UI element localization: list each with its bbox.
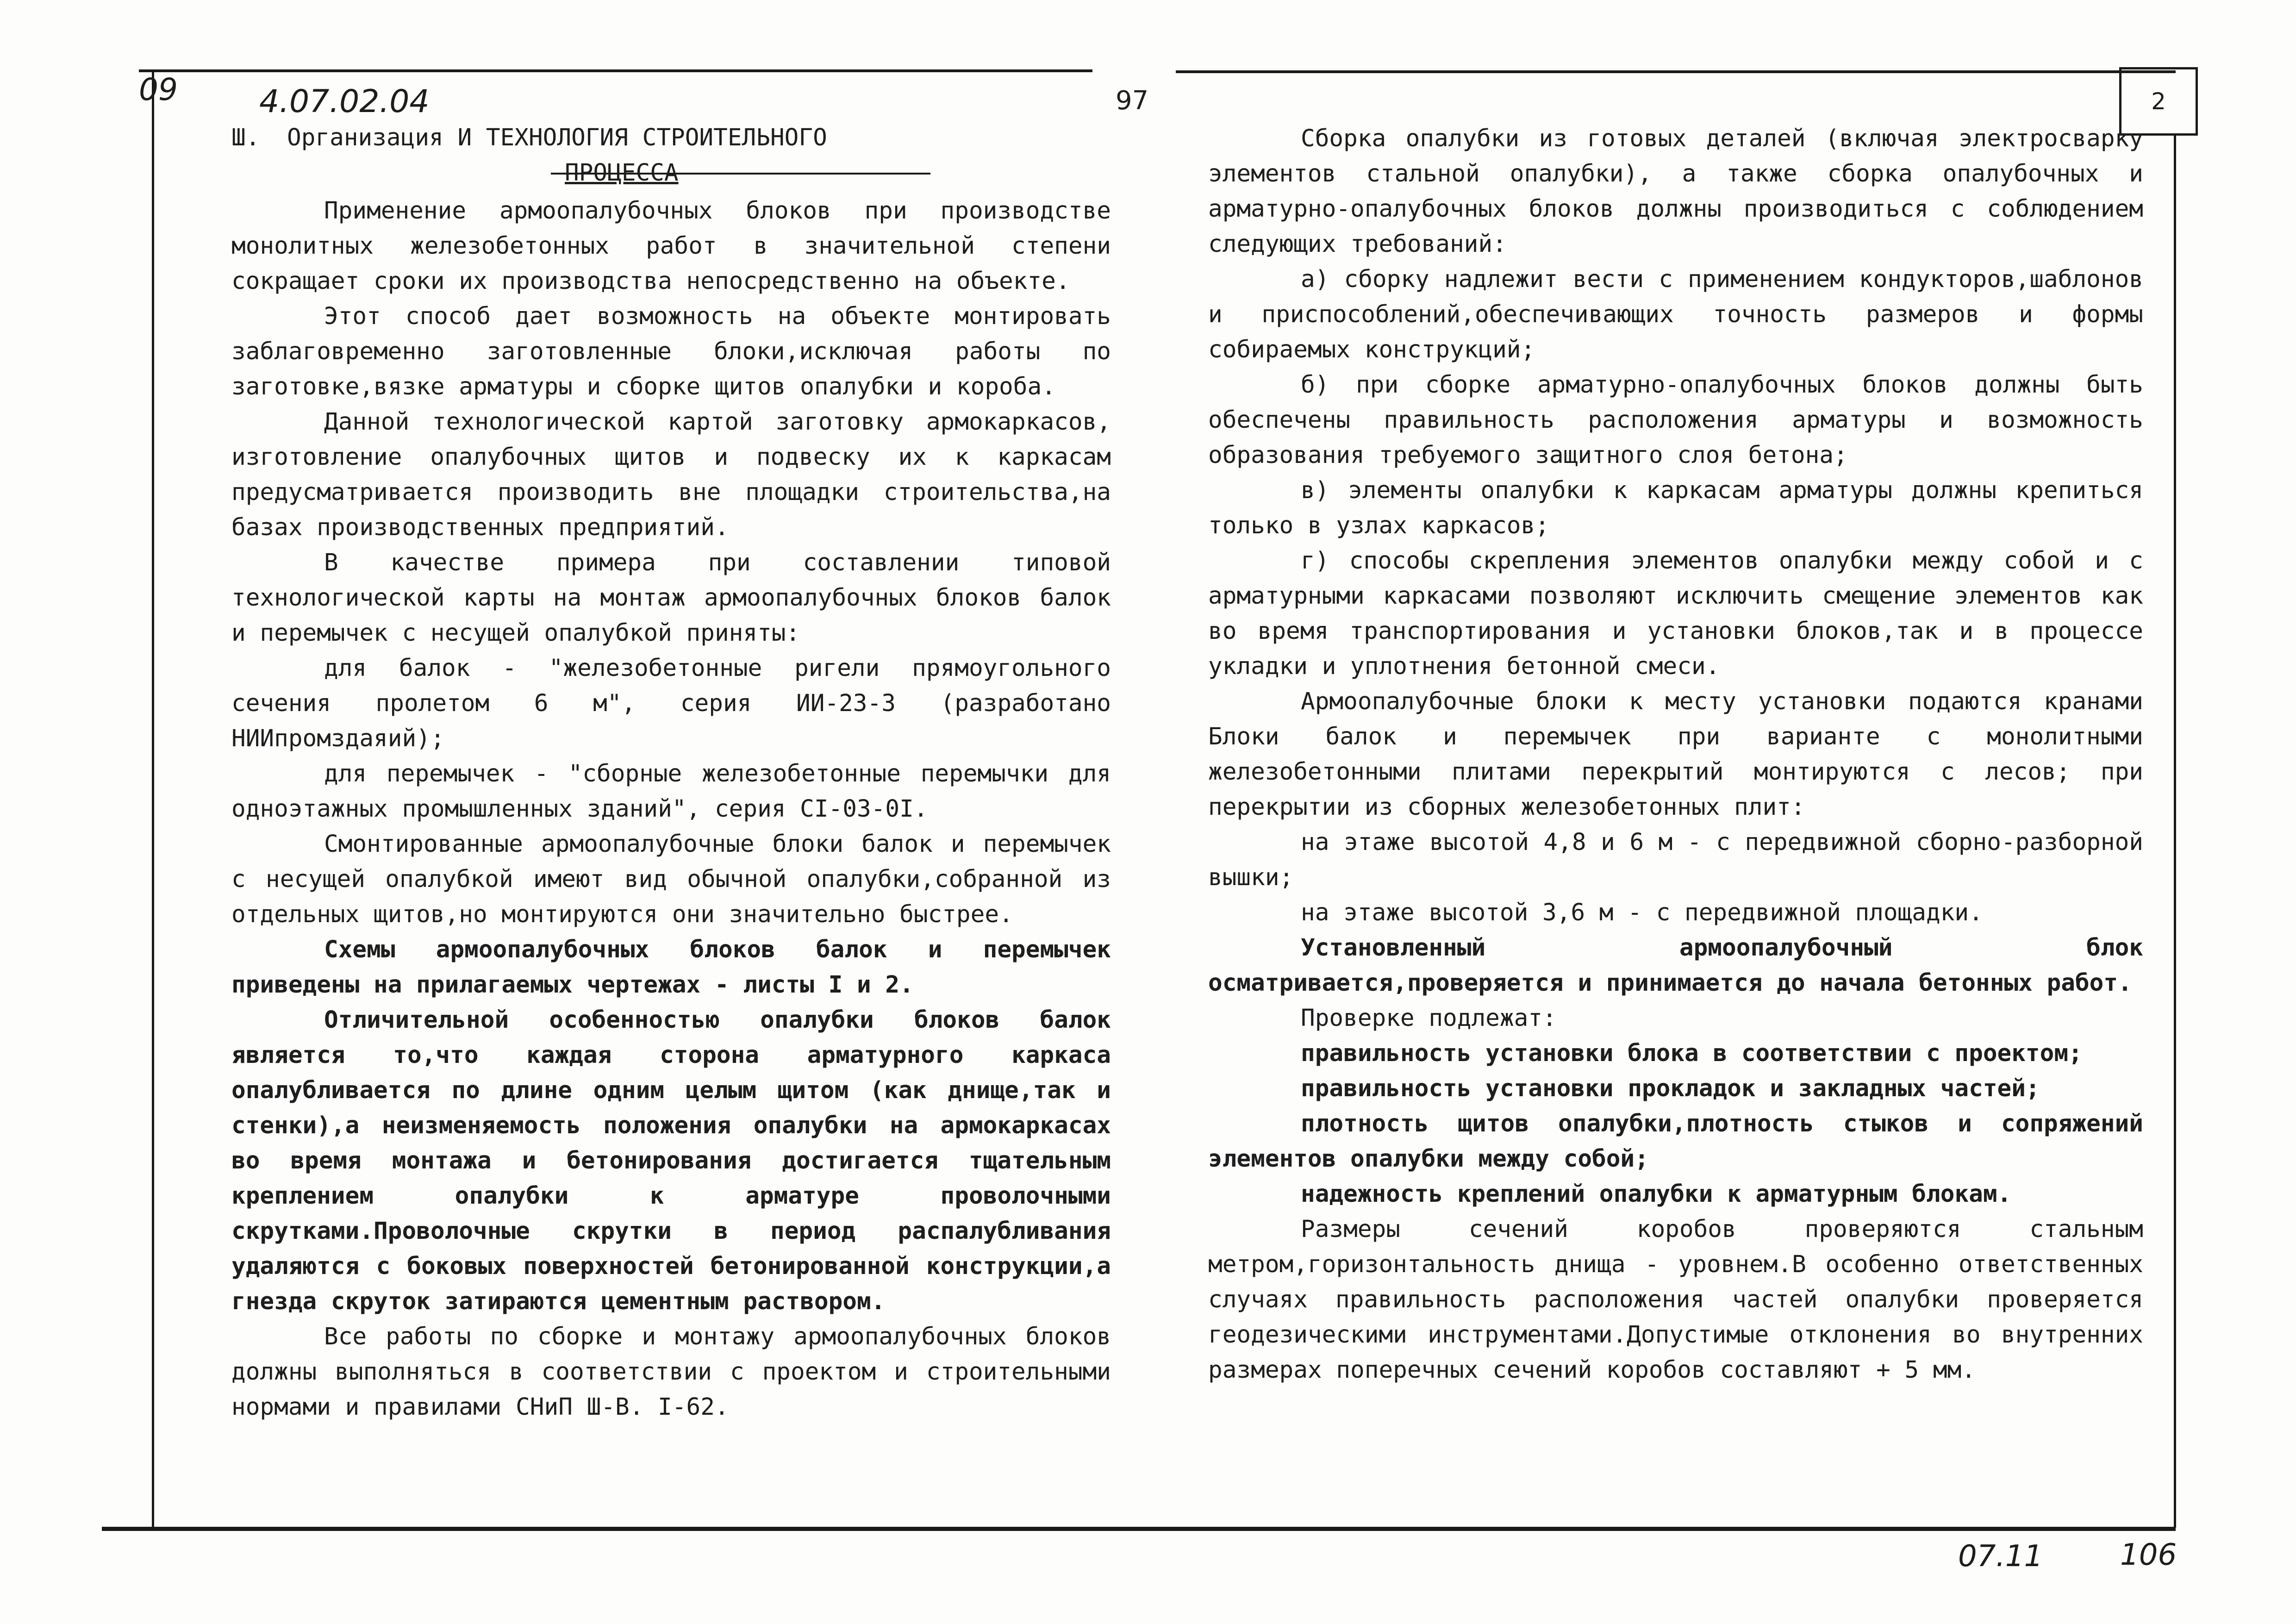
list-item: б) при сборке арматурно-опалубочных блоков должны быть обеспечены правильность расположения арматуры и возможность образования требуемого защитного слоя бетона;: [1208, 371, 2143, 469]
section-title-line1: Организация И ТЕХНОЛОГИЯ СТРОИТЕЛЬНОГО: [287, 124, 827, 151]
paragraph: Отличительной особенностью опалубки блоков балок является то,что каждая сторона арматурного каркаса опалубливается по длине одним целым щитом (как днище,так и стенки),а неизменяемость положения опалубки на армокаркасах во время монтажа и бетонирования достигается тщательным креплением опалубки к арматуре проволочными скрутками.Проволочные скрутки в период распалубливания удаляются с боковых поверхностей бетонированной конструкции,а гнезда скруток затираются цементным раствором.: [231, 1006, 1111, 1315]
list-item: правильность установки блока в соответствии с проектом;: [1301, 1040, 2083, 1067]
section-heading: [231, 120, 1111, 191]
paragraph: Размеры сечений коробов проверяются стальным метром,горизонтальность днища - уровнем.В особенно ответственных случаях правильность расположения частей опалубки проверяется геодезическими инструментами.Допустимые отклонения во внутренних размерах поперечных сечений коробов составляют + 5 мм.: [1208, 1216, 2143, 1384]
footer-code-right: 106: [2120, 1538, 2177, 1572]
right-frame-rule: [2174, 134, 2176, 1528]
sheet-number-box: 2: [2119, 67, 2198, 136]
list-item: г) способы скрепления элементов опалубки между собой и с арматурными каркасами позволяют исключить смещение элементов как во время транспортирования и установки блоков,так и в процессе укладки и уплотнения бетонной смеси.: [1208, 547, 2143, 680]
left-frame-rule: [152, 69, 154, 1528]
left-column: [231, 120, 1111, 1425]
paragraph: Сборка опалубки из готовых деталей (включая электросварку элементов стальной опалубки), а также сборка опалубочных и арматурно-опалубочных блоков должны производиться с соблюдением следующих требований:: [1208, 125, 2143, 258]
document-code: 4.07.02.04: [259, 83, 430, 120]
corner-mark: 09: [139, 72, 178, 107]
page-number: 97: [1116, 86, 1149, 116]
paragraph: Применение армоопалубочных блоков при производстве монолитных железобетонных работ в значительной степени сокращает сроки их производства непосредственно на объекте.: [231, 197, 1111, 295]
paragraph: В качестве примера при составлении типовой технологической карты на монтаж армоопалубочных блоков балок и перемычек с несущей опалубкой приняты:: [231, 549, 1111, 647]
list-item: в) элементы опалубки к каркасам арматуры должны крепиться только в узлах каркасов;: [1208, 477, 2143, 539]
paragraph: Схемы армоопалубочных блоков балок и перемычек приведены на прилагаемых чертежах - листы I и 2.: [231, 936, 1111, 999]
paragraph: Армоопалубочные блоки к месту установки подаются кранами Блоки балок и перемычек при варианте с монолитными железобетонными плитами перекрытий монтируются с лесов; при перекрытии из сборных железобетонных плит:: [1208, 688, 2143, 821]
footer-code-left: 07.11: [1958, 1539, 2043, 1574]
paragraph: для перемычек - "сборные железобетонные перемычки для одноэтажных промышленных зданий", серия СI-03-0I.: [231, 760, 1111, 823]
paragraph: Данной технологической картой заготовку армокаркасов, изготовление опалубочных щитов и подвеску их к каркасам предусматривается производить вне площадки строительства,на базах производственных предприятий.: [231, 408, 1111, 541]
top-rule-right: [1176, 70, 2176, 73]
section-title-line2: ПРОЦЕССА: [565, 159, 679, 187]
paragraph: Этот способ дает возможность на объекте монтировать заблаговременно заготовленные блоки,исключая работы по заготовке,вязке арматуры и сборке щитов опалубки и короба.: [231, 303, 1111, 400]
right-column: [1208, 121, 2143, 1388]
paragraph: Все работы по сборке и монтажу армоопалубочных блоков должны выполняться в соответствии с проектом и строительными нормами и правилами СНиП Ш-В. I-62.: [231, 1323, 1111, 1421]
section-number: Ш.: [231, 124, 260, 151]
list-item: плотность щитов опалубки,плотность стыков и сопряжений элементов опалубки между собой;: [1208, 1110, 2143, 1173]
top-rule-left: [139, 69, 1092, 72]
list-item: на этаже высотой 4,8 и 6 м - с передвижной сборно-разборной вышки;: [1208, 829, 2143, 891]
paragraph: для балок - "железобетонные ригели прямоугольного сечения пролетом 6 м", серия ИИ-23-3 (разработано НИИпромздаяий);: [231, 655, 1111, 752]
list-item: на этаже высотой 3,6 м - с передвижной площадки.: [1301, 899, 1983, 926]
paragraph: Установленный армоопалубочный блок осматривается,проверяется и принимается до начала бетонных работ.: [1208, 934, 2143, 997]
list-item: надежность креплений опалубки к арматурным блокам.: [1301, 1181, 2012, 1208]
bottom-rule: [102, 1527, 2176, 1531]
list-item: а) сборку надлежит вести с применением кондукторов,шаблонов и приспособлений,обеспечивающих точность размеров и формы собираемых конструкций;: [1208, 266, 2143, 363]
list-item: правильность установки прокладок и закладных частей;: [1301, 1075, 2040, 1102]
paragraph: Смонтированные армоопалубочные блоки балок и перемычек с несущей опалубкой имеют вид обычной опалубки,собранной из отдельных щитов,но монтируются они значительно быстрее.: [231, 831, 1111, 928]
paragraph: Проверке подлежат:: [1301, 1005, 1557, 1032]
